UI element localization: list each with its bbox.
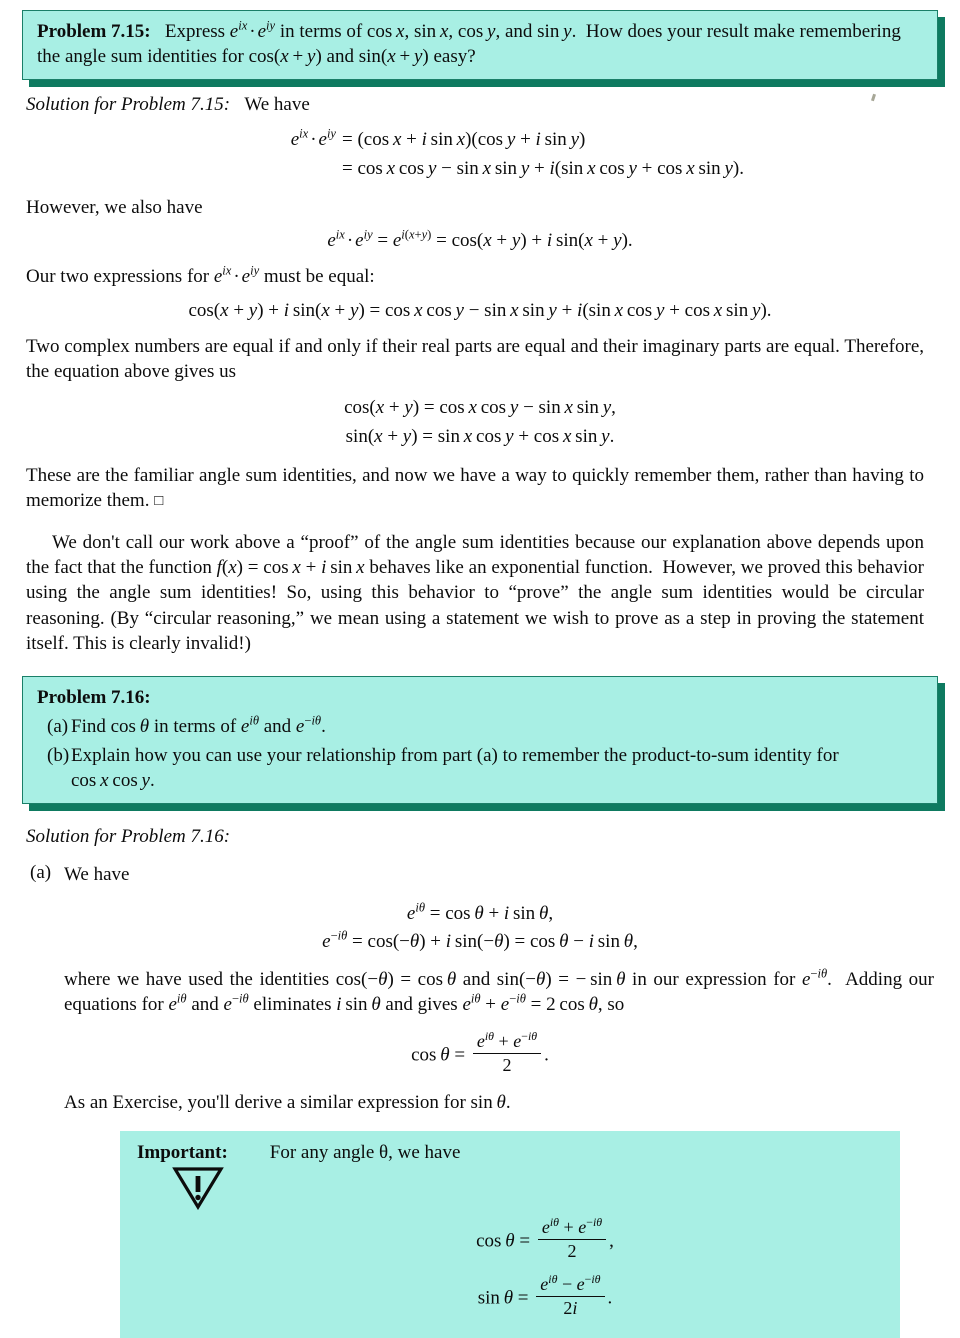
important-equation-sin-numerator: $e^{i\theta} - e^{-i\theta}$ (536, 1274, 604, 1297)
problem-box-7-16 (22, 676, 938, 804)
solution-7-15-heading: Solution for Problem 7.15: We have (26, 94, 310, 116)
problem-box-7-15 (22, 10, 938, 80)
important-equation-cos-denominator: 2 (567, 1241, 577, 1262)
equation-a-line-2: $e^{-i\theta} = \cos(-\theta) + i$ sin(−θ) = cos θ − i sin θ, (322, 928, 638, 953)
equation-4-line-2: sin(x + y) = sin x cos y + cos x sin y. (345, 425, 615, 447)
paragraph-familiar-identities-text: These are the familiar angle sum identities, and now we have a way to quickly remember them, rather than having to memorize them. (26, 465, 924, 512)
equation-group-a (0, 900, 960, 957)
paragraph-familiar-identities (26, 463, 924, 514)
equation-cos-theta-denominator: 2 (502, 1055, 512, 1076)
solution-7-16-part-a-label: (a) (30, 862, 52, 884)
important-equation-sin-fraction (536, 1274, 604, 1319)
problem-7-16-parts (37, 714, 923, 793)
end-of-proof-box: □ (154, 493, 164, 510)
equation-1-line-1: $e^{ix} \cdot e^{iy}$ = (cos x + i sin x)(cos y + i sin y) (290, 126, 586, 151)
important-equation-cos-numerator: $e^{i\theta} + e^{-i\theta}$ (538, 1217, 606, 1240)
equation-4-line-1: cos(x + y) = cos x cos y − sin x sin y, (344, 397, 616, 419)
problem-7-16-part-a (37, 714, 923, 739)
solution-7-16-part-a (30, 862, 934, 887)
paragraph-however: However, we also have (26, 197, 203, 219)
important-equation-cos-lhs: cos θ = (476, 1231, 531, 1253)
important-equation-cos-fraction (538, 1217, 606, 1262)
problem-7-15-text: Problem 7.15: Express $e^{ix} \cdot e^{iy}$ in terms of cos x, sin x, cos y, and sin y. How does your result make remembering the angle sum identities for cos(x + y) and sin(x + y) easy? (37, 18, 901, 68)
problem-7-16-part-b-text: Explain how you can use your relationship from part (a) to remember the product-to-sum identity for cos x cos y. (71, 745, 839, 792)
paragraph-where-identities: where we have used the identities cos(−θ) = cos θ and sin(−θ) = − sin θ in our expression for $e^{-i\theta}$. Adding our equations for $e^{i\theta}$ and $e^{-i\theta}$ eliminates i sin θ and gives $e^{i\theta} + e^{-i\theta} = 2$ cos θ, so (64, 966, 934, 1015)
paragraph-as-an-exercise: As an Exercise, you'll derive a similar expression for sin θ. (64, 1092, 511, 1114)
equation-cos-theta-lhs: cos θ = (411, 1044, 466, 1066)
problem-7-16-part-b (37, 743, 923, 793)
important-header (137, 1142, 883, 1164)
equation-2: $e^{ix} \cdot e^{iy} = e^{i(x+y)} = \cos(x + y) + i$ sin(x + y). (327, 228, 633, 252)
important-equation-sin-denominator: 2i (563, 1298, 578, 1319)
paragraph-circular-reasoning: We don't call our work above a “proof” of the angle sum identities because our explanation above depends upon the fact that the function f(x) = cos x + i sin x behaves like an exponential function. However, we proved this behavior using the angle sum identities! So, using this behavior to “prove” the angle sum identities would be circular reasoning. (By “circular reasoning,” we mean using a statement we wish to prove as a step in proving the statement itself. This is clearly invalid!) (26, 531, 924, 654)
solution-7-16-part-a-intro: We have (64, 864, 130, 886)
problem-7-16-part-a-text: Find cos θ in terms of $e^{i\theta}$ and $e^{-i\theta}$. (71, 713, 326, 738)
important-equation-sin-lhs: sin θ = (477, 1288, 529, 1310)
problem-7-16-part-b-label: (b) (47, 745, 70, 767)
important-equation-sin: sin θ = $\frac{e^{i\theta} - e^{-i\theta}}{2i}$ . (477, 1272, 613, 1319)
equation-cos-theta-fraction (473, 1031, 541, 1076)
warning-triangle-icon (171, 1166, 883, 1215)
solution-7-15-heading-italic: Solution for Problem 7.15: (26, 94, 231, 116)
paragraph-must-be-equal: Our two expressions for $e^{ix} \cdot e^{iy}$ must be equal: (26, 264, 375, 288)
important-equation-cos: cos θ = $\frac{e^{i\theta} + e^{-i\theta}}{2}$ , (476, 1215, 614, 1262)
equation-1-line-2: = cos x cos y − sin x sin y + i(sin x cos y + cos x sin y). (342, 157, 744, 179)
paragraph-two-complex-numbers: Two complex numbers are equal if and only if their real parts are equal and their imaginary parts are equal. Therefore, the equation above gives us (26, 335, 924, 382)
important-label: Important: (137, 1142, 228, 1164)
equation-group-4 (0, 394, 960, 451)
equation-cos-theta: cos θ = $\frac{e^{i\theta} + e^{-i\theta}}{2}$ . (411, 1029, 549, 1076)
equation-3: cos(x + y) + i sin(x + y) = cos x cos y − sin x sin y + i(sin x cos y + cos x sin y). (188, 299, 772, 321)
document-page (0, 10, 960, 1319)
problem-7-16-part-a-label: (a) (47, 716, 69, 738)
problem-7-16-title: Problem 7.16: (37, 687, 151, 709)
equation-cos-theta-numerator: $e^{i\theta} + e^{-i\theta}$ (473, 1031, 541, 1054)
equation-a-line-1: $e^{i\theta} = \cos \theta + i$ sin θ, (406, 900, 554, 924)
equation-group-1 (0, 126, 960, 183)
important-callout-box (120, 1131, 900, 1338)
problem-7-15-title: Problem 7.15: (37, 21, 151, 42)
important-text: For any angle θ, we have (269, 1142, 461, 1164)
solution-7-16-heading: Solution for Problem 7.16: (26, 826, 231, 848)
